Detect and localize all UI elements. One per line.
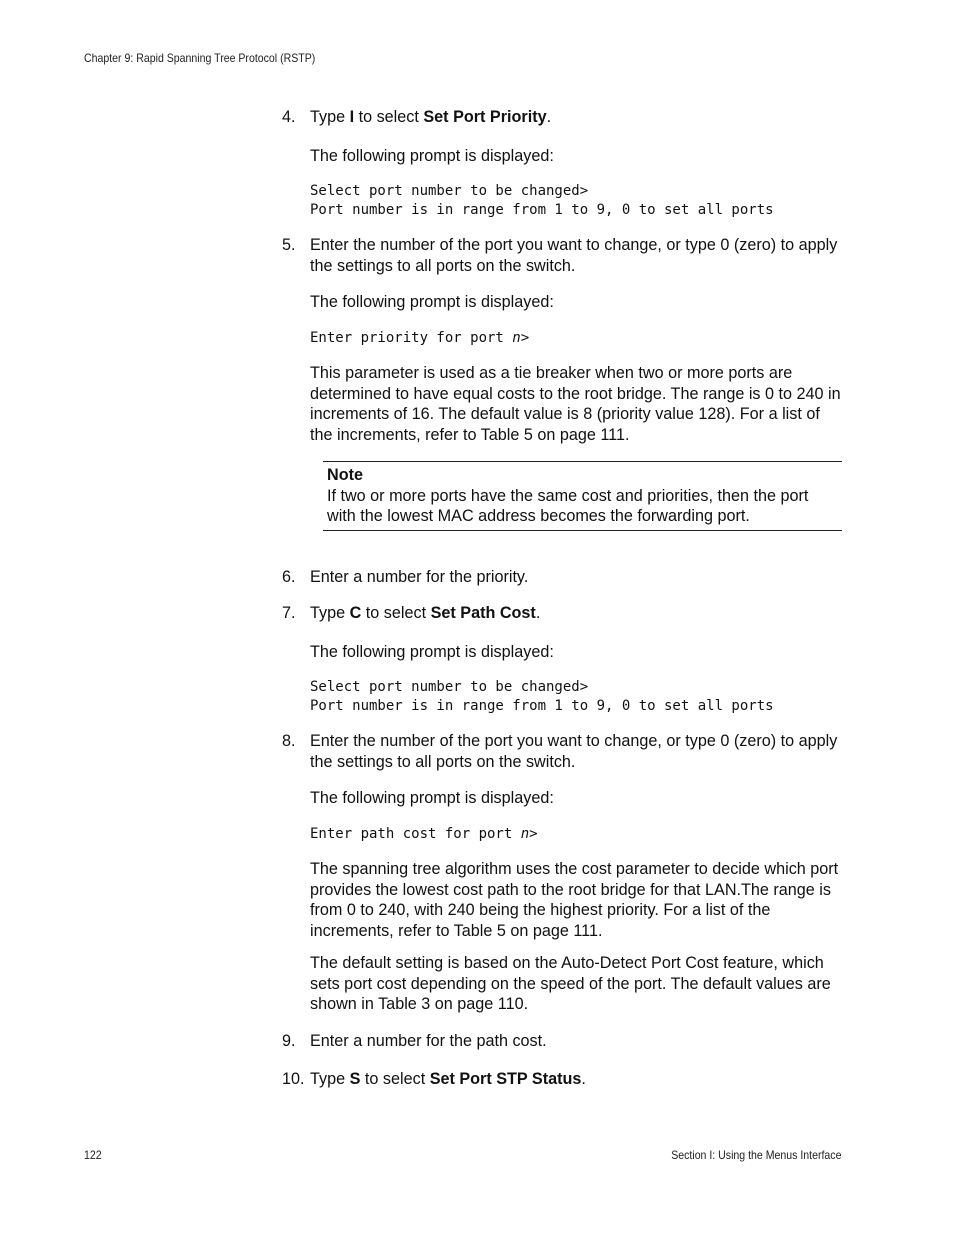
key-letter: C [349,604,362,622]
step-number: 7. [282,604,296,622]
cost-description: The spanning tree algorithm uses the cost parameter to decide which port provides the lowest cost path to the root bridge for that LAN.The range is from 0 to 240, with 240 being the highest priority. For a list of the increments, refer to Table 5 on page 111. [310,860,839,940]
step-10: 10. Type S to select Set Port STP Status. [282,1070,586,1088]
default-setting-description: The default setting is based on the Auto-Detect Port Cost feature, which sets port cost depending on the speed of the port. The default values are shown in Table 3 on page 110. [310,954,831,1013]
step-number: 4. [282,108,296,126]
parameter-description: This parameter is used as a tie breaker when two or more ports are determined to have equal costs to the root bridge. The range is 0 to 240 in increments of 16. The default value is 8 (priority value 128). For a list of the increments, refer to Table 5 on page 111. [310,364,841,444]
code-prompt: Enter path cost for port n> [310,825,538,842]
note-box [323,461,842,531]
step-5: 5. Enter the number of the port you want to change, or type 0 (zero) to apply the settings to all ports on the switch. [282,236,838,275]
step-9: 9. Enter a number for the path cost. [282,1031,547,1050]
menu-command: Set Port STP Status [429,1070,582,1088]
step-number: 8. [282,732,296,750]
note-text: If two or more ports have the same cost and priorities, then the port with the lowest MAC address becomes the forwarding port. [327,486,809,525]
key-letter: I [349,108,355,126]
step-number: 5. [282,236,296,254]
step-7: 7. Type C to select Set Path Cost. [282,604,541,622]
code-prompt: Select port number to be changed> Port number is in range from 1 to 9, 0 to set all ports [310,679,774,714]
step-8: 8. Enter the number of the port you want to change, or type 0 (zero) to apply the settings to all ports on the switch. [282,732,838,771]
note-title: Note [327,466,363,484]
code-prompt: Enter priority for port n> [310,329,530,346]
running-header: Chapter 9: Rapid Spanning Tree Protocol (RSTP) [84,51,316,65]
step-number: 6. [282,567,296,586]
prompt-intro: The following prompt is displayed: [310,642,554,661]
step-number: 10. [282,1070,305,1088]
menu-command: Set Path Cost [430,604,536,622]
code-prompt: Select port number to be changed> Port number is in range from 1 to 9, 0 to set all ports [310,183,774,218]
step-4: 4. Type I to select Set Port Priority. [282,108,552,126]
prompt-intro: The following prompt is displayed: [310,146,554,165]
section-footer: Section I: Using the Menus Interface [670,1148,841,1162]
key-letter: S [349,1070,361,1088]
step-6: 6. Enter a number for the priority. [282,567,529,586]
prompt-intro: The following prompt is displayed: [310,789,554,807]
page-content [282,107,842,1090]
step-number: 9. [282,1031,296,1050]
page-number: 122 [84,1148,102,1162]
prompt-intro: The following prompt is displayed: [310,293,554,311]
menu-command: Set Port Priority [423,108,547,126]
